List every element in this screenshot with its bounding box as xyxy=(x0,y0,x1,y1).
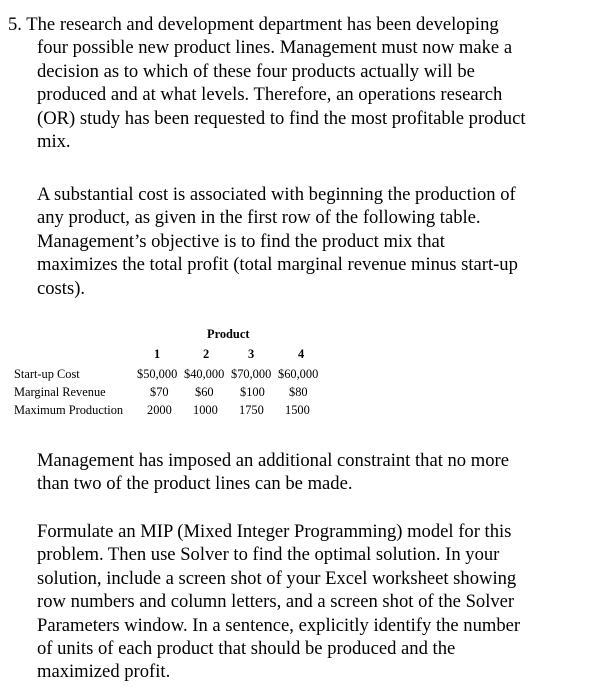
table-cell: $70,000 xyxy=(231,367,272,381)
table-cell: $70 xyxy=(150,385,169,399)
column-header: 1 xyxy=(154,347,161,361)
column-header: 4 xyxy=(298,347,305,361)
row-label: Marginal Revenue xyxy=(14,385,106,399)
row-label: Maximum Production xyxy=(14,403,124,417)
task-line: Formulate an MIP (Mixed Integer Programming) model for this xyxy=(37,521,512,542)
cost-line: maximizes the total profit (total marginal revenue minus start-up xyxy=(37,254,518,276)
intro-line: decision as to which of these four products actually will be xyxy=(37,60,475,82)
column-header: 3 xyxy=(248,347,255,361)
task-line: of units of each product that should be produced and the xyxy=(37,638,456,660)
table-cell: 1750 xyxy=(239,403,264,417)
table-cell: 1000 xyxy=(193,403,218,417)
task-line: Parameters window. In a sentence, explicitly identify the number xyxy=(37,614,521,636)
task-line: maximized profit. xyxy=(37,661,171,683)
constraint-paragraph xyxy=(37,449,509,496)
intro-line: produced and at what levels. Therefore, an operations research xyxy=(37,84,503,106)
intro-line: four possible new product lines. Management must now make a xyxy=(37,37,513,59)
cost-paragraph xyxy=(37,183,518,300)
table-cell: $50,000 xyxy=(137,367,178,381)
task-line: solution, include a screen shot of your Excel worksheet showing xyxy=(37,567,517,589)
table-cell: $80 xyxy=(289,385,308,399)
table-cell: 2000 xyxy=(147,403,172,417)
row-label: Start-up Cost xyxy=(14,367,80,381)
cost-line: any product, as given in the first row of the following table. xyxy=(37,207,481,229)
problem-intro xyxy=(8,13,526,153)
column-header: 2 xyxy=(203,347,210,361)
intro-line: mix. xyxy=(37,131,71,153)
table-cell: $60 xyxy=(195,385,214,399)
task-paragraph xyxy=(37,520,520,684)
constraint-line: than two of the product lines can be made. xyxy=(37,473,353,495)
table-cell: $40,000 xyxy=(184,367,225,381)
intro-line: 5. The research and development department has been developing xyxy=(8,14,499,35)
task-line: row numbers and column letters, and a screen shot of the Solver xyxy=(37,591,515,613)
cost-line: Management’s objective is to find the product mix that xyxy=(37,230,445,252)
table-cell: 1500 xyxy=(285,403,310,417)
table-cell: $60,000 xyxy=(278,367,319,381)
cost-line: costs). xyxy=(37,277,86,299)
intro-line: (OR) study has been requested to find the most profitable product xyxy=(37,107,526,129)
cost-line: A substantial cost is associated with beginning the production of xyxy=(37,184,516,205)
constraint-line: Management has imposed an additional constraint that no more xyxy=(37,450,509,471)
task-line: problem. Then use Solver to find the optimal solution. In your xyxy=(37,544,500,566)
table-header-product: Product xyxy=(207,327,250,341)
table-cell: $100 xyxy=(240,385,265,399)
